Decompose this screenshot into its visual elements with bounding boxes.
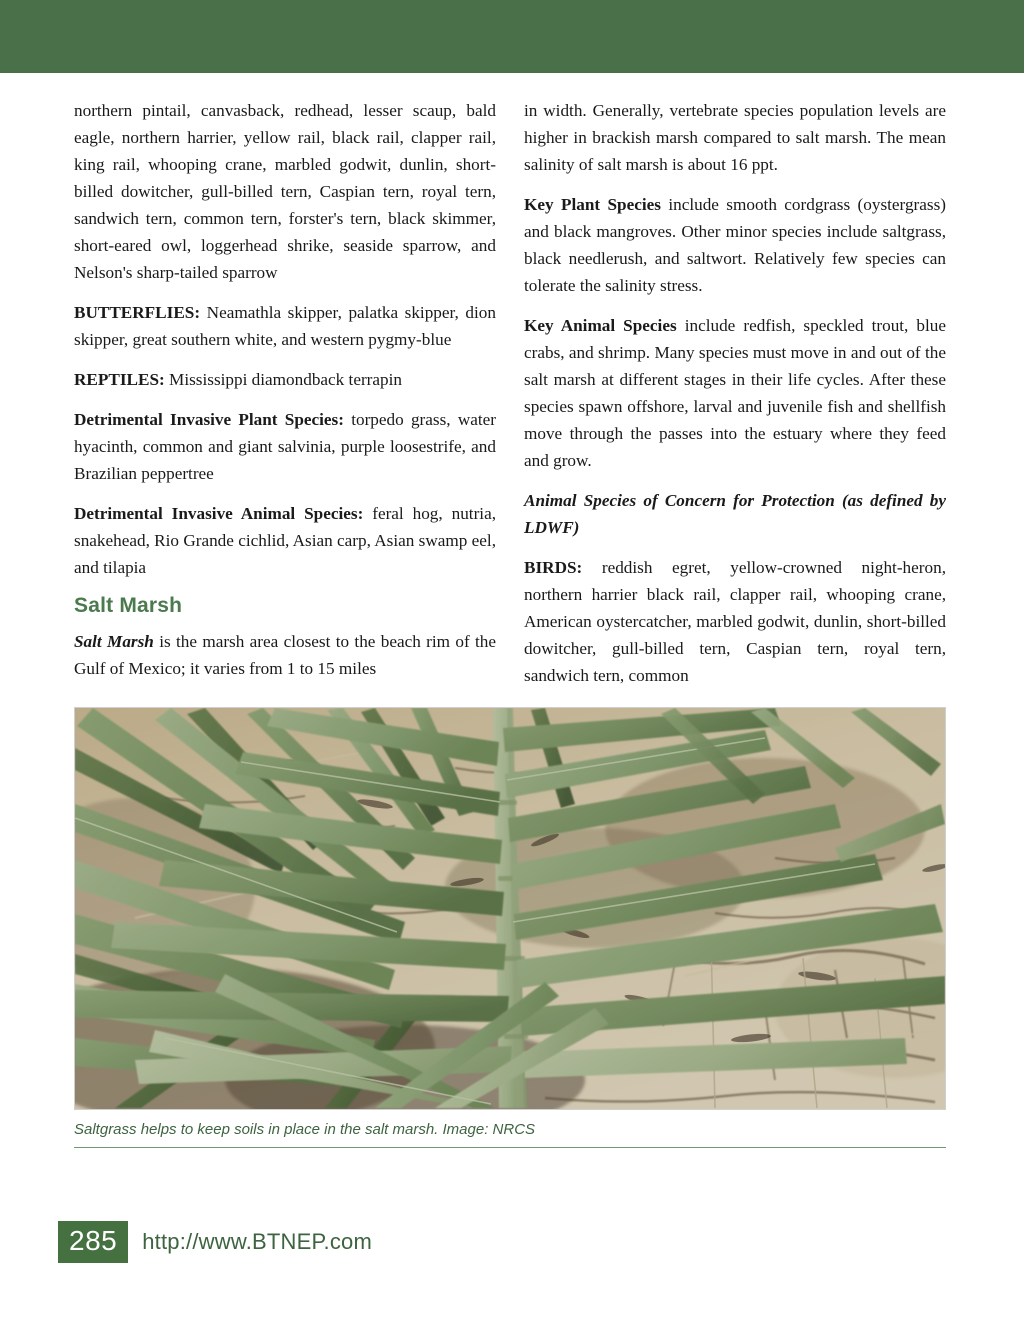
paragraph-lead: Detrimental Invasive Animal Species: (74, 504, 364, 523)
paragraph-text: in width. Generally, vertebrate species population levels are higher in brackish marsh compared to salt marsh. The mean salinity of salt marsh is about 16 ppt. (524, 101, 946, 174)
paragraph-birds-continued (74, 97, 496, 286)
paragraph-reptiles (74, 366, 496, 393)
paragraph-text: is the marsh area closest to the beach rim of the Gulf of Mexico; it varies from 1 to 15 miles (74, 632, 497, 678)
page-number-badge: 285 (58, 1221, 128, 1263)
paragraph-lead: Detrimental Invasive Plant Species: (74, 410, 344, 429)
paragraph-text: include smooth cordgrass (oystergrass) and black mangroves. Other minor species include saltgrass, black needlerush, and saltwort. Relatively few species can tolerate the salinity stress. (524, 195, 946, 295)
right-column (524, 97, 946, 689)
figure-saltgrass (74, 707, 946, 1148)
paragraph-text: northern pintail, canvasback, redhead, lesser scaup, bald eagle, northern harrier, yellow rail, black rail, clapper rail, king rail, whooping crane, marbled godwit, dunlin, short-billed dowitcher, gull-billed tern, Caspian tern, royal tern, sandwich tern, common tern, forster's tern, black skimmer, short-eared owl, loggerhead shrike, seaside sparrow, and Nelson's sharp-tailed sparrow (74, 101, 496, 282)
section-heading-salt-marsh: Salt Marsh (74, 594, 183, 617)
saltgrass-photo (74, 707, 946, 1110)
page-header-band (0, 0, 1024, 73)
figure-caption: Saltgrass helps to keep soils in place in the salt marsh. Image: NRCS (74, 1121, 946, 1148)
paragraph-text: feral hog, nutria, snakehead, Rio Grande cichlid, Asian carp, Asian swamp eel, and tilapia (74, 504, 496, 577)
paragraph-text: Neamathla skipper, palatka skipper, dion skipper, great southern white, and western pygmy-blue (74, 303, 496, 349)
paragraph-lead: BIRDS: (524, 558, 583, 577)
paragraph-text: torpedo grass, water hyacinth, common and giant salvinia, purple loosestrife, and Brazilian peppertree (74, 410, 496, 483)
left-column (74, 97, 496, 689)
paragraph-lead: REPTILES: (74, 370, 165, 389)
paragraph-text: reddish egret, yellow-crowned night-heron, northern harrier black rail, clapper rail, whooping crane, American oystercatcher, marbled godwit, dunlin, short-billed dowitcher, gull-billed tern, Caspian tern, royal tern, sandwich tern, common (524, 558, 946, 685)
paragraph-salt-marsh-width (524, 97, 946, 178)
paragraph-birds (524, 554, 946, 689)
paragraph-text: Mississippi diamondback terrapin (164, 370, 403, 389)
two-column-text (74, 97, 946, 689)
paragraph-key-animal-species (524, 312, 946, 474)
paragraph-lead: Key Plant Species (524, 195, 661, 214)
paragraph-text: include redfish, speckled trout, blue crabs, and shrimp. Many species must move in and out of the salt marsh at different stages in their life cycles. After these species spawn offshore, larval and juvenile fish and shellfish move through the passes into the estuary where they feed and grow. (524, 316, 946, 470)
paragraph-invasive-plants (74, 406, 496, 487)
paragraph-lead: Salt Marsh (74, 632, 154, 651)
footer-url[interactable]: http://www.BTNEP.com (142, 1229, 372, 1254)
paragraph-invasive-animals (74, 500, 496, 581)
paragraph-butterflies (74, 299, 496, 353)
subheading-animal-species-of-concern: Animal Species of Concern for Protection (as defined by LDWF) (524, 491, 946, 537)
paragraph-key-plant-species (524, 191, 946, 299)
paragraph-lead: Key Animal Species (524, 316, 677, 335)
paragraph-lead: BUTTERFLIES: (74, 303, 201, 322)
saltgrass-photo-svg (75, 708, 945, 1109)
page-footer (58, 1221, 372, 1263)
paragraph-salt-marsh-intro (74, 628, 496, 682)
